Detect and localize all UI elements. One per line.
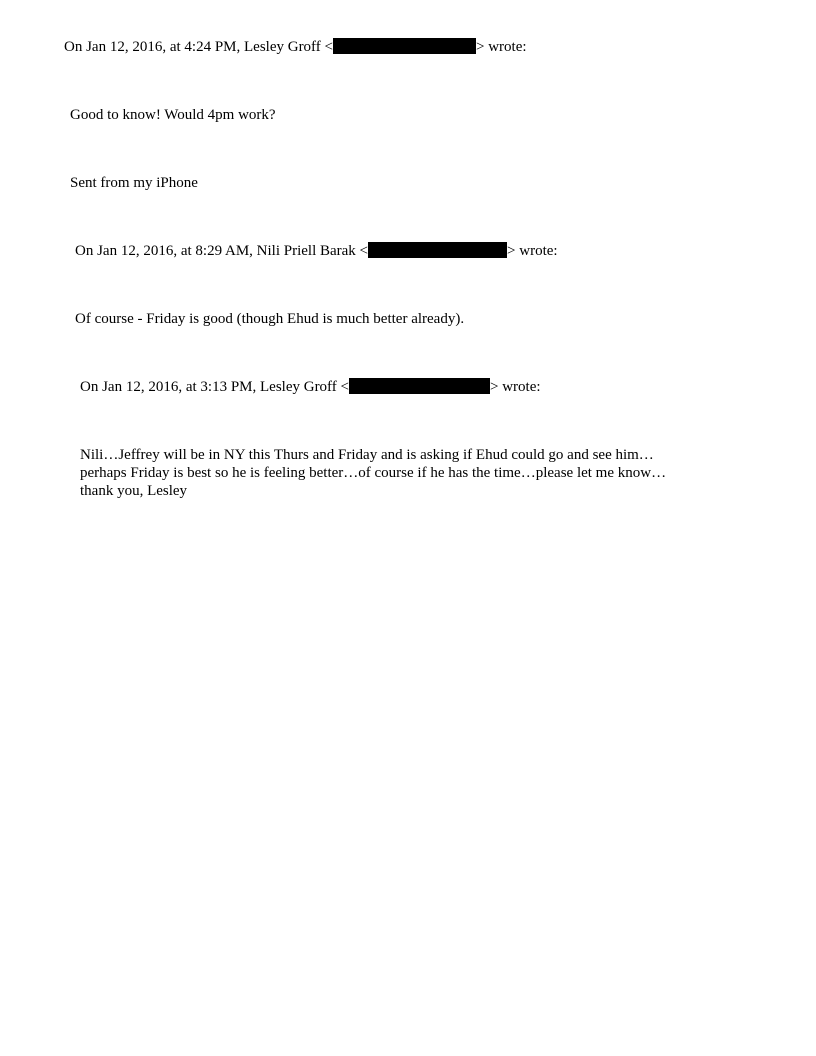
redacted-email-block	[333, 38, 476, 54]
message-2-header	[75, 242, 558, 260]
message-3-body-line: thank you, Lesley	[80, 483, 188, 499]
redacted-email-block	[368, 242, 507, 258]
message-3-body-line: Nili…Jeffrey will be in NY this Thurs and Friday and is asking if Ehud could go and see him…	[80, 447, 654, 463]
message-3-header	[80, 378, 541, 396]
message-3-header-prefix: On Jan 12, 2016, at 3:13 PM, Lesley Groff <	[80, 379, 349, 395]
message-1-header	[64, 38, 527, 56]
redacted-email-block	[349, 378, 490, 394]
message-1-body-line: Good to know! Would 4pm work?	[70, 107, 276, 123]
message-3-body-line: perhaps Friday is best so he is feeling better…of course if he has the time…please let me know…	[80, 465, 667, 481]
message-3-header-suffix: > wrote:	[490, 379, 541, 395]
message-1-signature: Sent from my iPhone	[70, 175, 198, 191]
message-2-header-prefix: On Jan 12, 2016, at 8:29 AM, Nili Priell Barak <	[75, 243, 369, 259]
message-3-body	[80, 446, 740, 500]
message-2-header-suffix: > wrote:	[507, 243, 558, 259]
message-1-header-prefix: On Jan 12, 2016, at 4:24 PM, Lesley Groff <	[64, 39, 333, 55]
message-2-body-line: Of course - Friday is good (though Ehud is much better already).	[75, 311, 465, 327]
message-1-header-suffix: > wrote:	[476, 39, 527, 55]
